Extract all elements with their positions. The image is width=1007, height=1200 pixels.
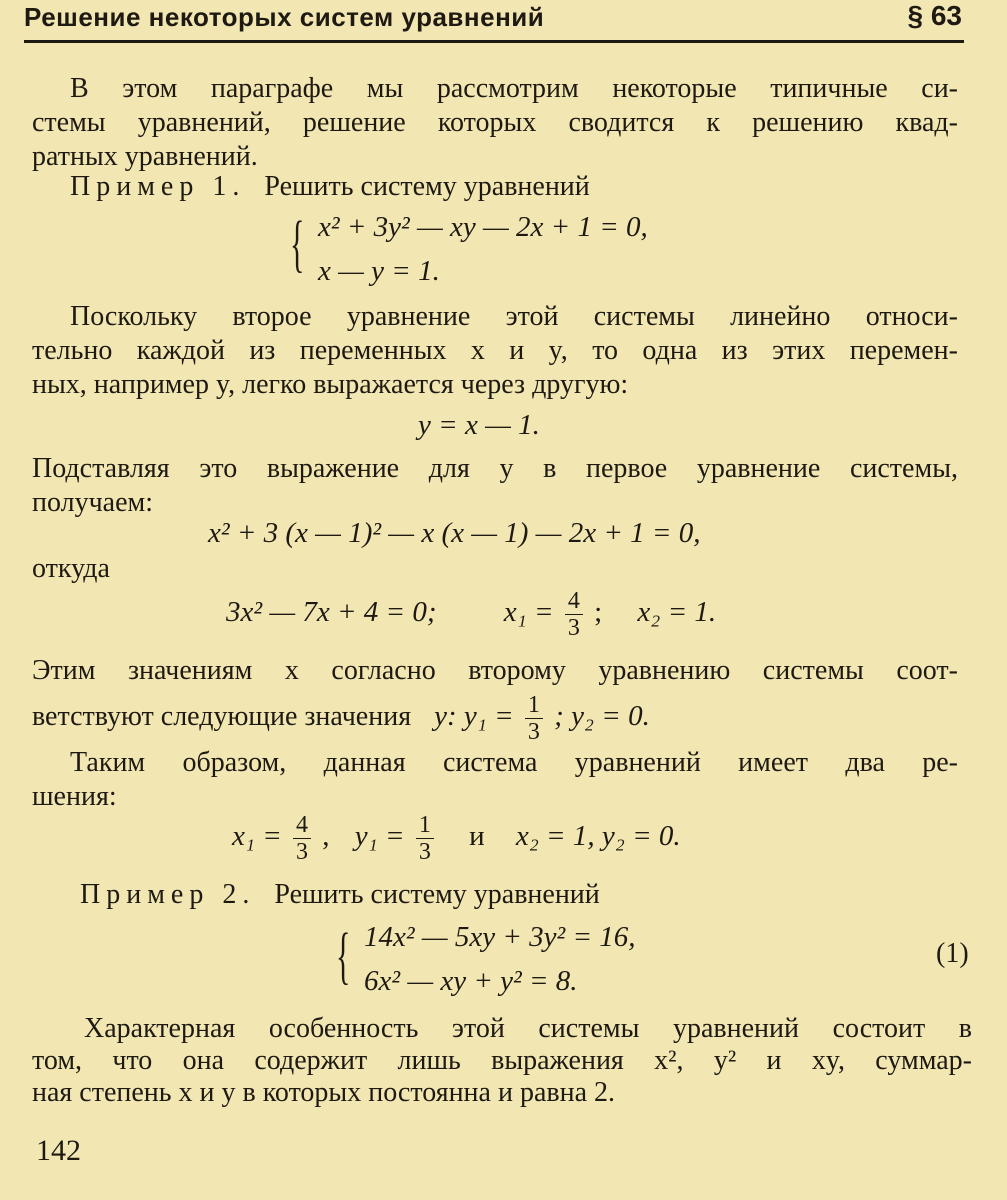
root-x1-numerator: 4 (565, 588, 583, 615)
para-6-line-3: ная степень x и y в которых постоянна и равна 2. (32, 1077, 616, 1108)
solution-x1-denominator: 3 (296, 839, 309, 865)
system-1-eq-1: x² + 3y² — xy — 2x + 1 = 0, (318, 211, 648, 243)
solution-y1-fraction (416, 812, 434, 865)
system-1-eq-2: x — y = 1. (318, 255, 440, 287)
y1-lhs: y: y₁ = (434, 700, 514, 733)
root-x1-fraction (565, 588, 583, 641)
solution-x2-y2: x₂ = 1, y₂ = 0. (515, 820, 681, 853)
example-1-text: Решить систему уравнений (264, 171, 590, 202)
solutions-and: и (469, 820, 485, 853)
example-2-text: Решить систему уравнений (274, 879, 600, 910)
y1-fraction (525, 692, 543, 745)
para-2-line-3: ных, например y, легко выражается через другую: (32, 369, 629, 400)
example-1-label: Пример 1. (70, 171, 246, 202)
solution-y1-denominator: 3 (418, 839, 431, 865)
equation-number: (1) (936, 938, 969, 969)
para-6-line-2: том, что она содержит лишь выражения x², y² и xy, суммар- (32, 1045, 972, 1076)
quadratic-main: 3x² — 7x + 4 = 0; (226, 596, 437, 629)
solutions-separator: , (322, 820, 330, 853)
root-x1-denominator: 3 (567, 615, 580, 641)
running-header (24, 0, 964, 43)
system-brace-2: { (336, 921, 351, 992)
para-2-line-2: тельно каждой из переменных x и y, то одна из этих перемен- (32, 335, 958, 366)
page-number: 142 (36, 1134, 81, 1167)
para-2-line-1: Поскольку второе уравнение этой системы линейно относи- (70, 301, 958, 332)
y1-denominator: 3 (527, 719, 540, 745)
intro-line-1: В этом параграфе мы рассмотрим некоторые типичные си- (70, 73, 958, 104)
solution-y1-numerator: 1 (416, 812, 434, 839)
y-values (434, 692, 650, 745)
para-3-line-2: получаем: (32, 487, 154, 518)
word-otkuda: откуда (32, 553, 110, 584)
para-3-line-1: Подставляя это выражение для y в первое уравнение системы, (32, 453, 958, 484)
intro-line-2: стемы уравнений, решение которых сводится к решению квад- (32, 107, 958, 138)
solution-x1-numerator: 4 (293, 812, 311, 839)
para-5-line-1: Таким образом, данная система уравнений имеет два ре- (70, 747, 958, 778)
y2-value: ; y₂ = 0. (554, 700, 650, 733)
example-1-heading (70, 170, 590, 204)
para-4-line-1: Этим значениям x согласно второму уравнению системы соот- (32, 655, 958, 686)
equation-quadratic: 3x² — 7x + 4 = 0; x₁ = $\frac{4}{3}$ ; x₂ = 1. (226, 588, 717, 641)
equation-substituted: x² + 3 (x — 1)² — x (x — 1) — 2x + 1 = 0, (208, 517, 701, 549)
system-2-eq-2: 6x² — xy + y² = 8. (364, 965, 578, 997)
solution-y1-lhs: y₁ = (354, 820, 405, 853)
chapter-title: Решение некоторых систем уравнений (24, 2, 545, 32)
solution-x1-fraction (293, 812, 311, 865)
y1-numerator: 1 (525, 692, 543, 719)
system-brace-1: { (290, 209, 305, 280)
example-2-label: Пример 2. (80, 879, 256, 910)
solutions-line (232, 812, 681, 865)
system-2-eq-1: 14x² — 5xy + 3y² = 16, (364, 921, 636, 953)
root-x2: x₂ = 1. (637, 596, 717, 629)
solution-x1-lhs: x₁ = (232, 820, 282, 853)
para-5-line-2: шения: (32, 781, 117, 812)
para-4-line-2 (32, 692, 650, 745)
section-number: § 63 (907, 0, 962, 31)
intro-line-3: ратных уравнений. (32, 141, 258, 172)
example-2-heading (80, 878, 600, 912)
para-6-line-1: Характерная особенность этой системы уравнений состоит в (84, 1013, 972, 1044)
equation-y: y = x — 1. (418, 409, 540, 441)
para-4-line-2-text: ветствуют следующие значения (32, 701, 412, 733)
root-x1-lhs: x₁ = (503, 596, 554, 629)
